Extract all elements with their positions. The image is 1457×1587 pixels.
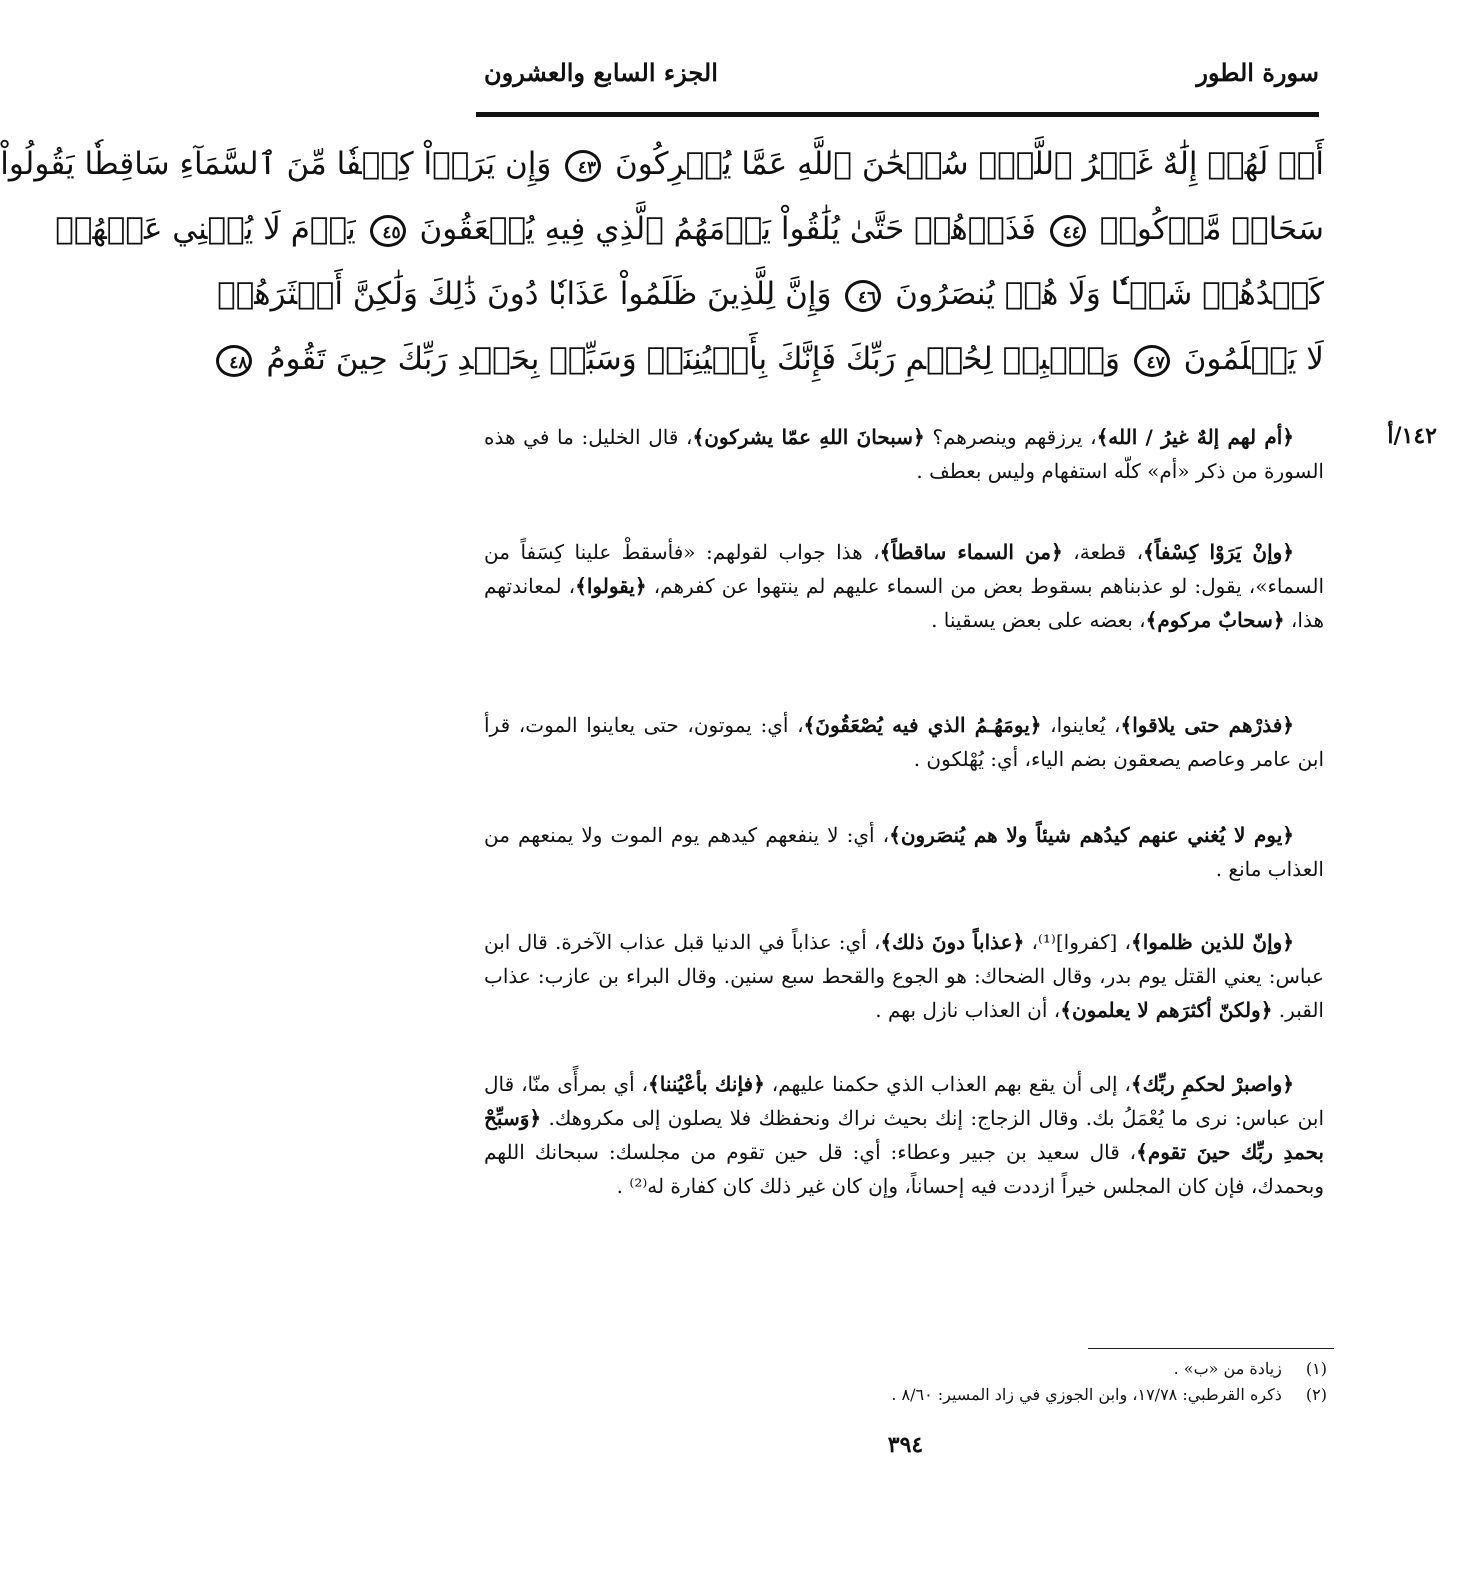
footnote-number: (١) — [1305, 1359, 1327, 1378]
quran-line — [55, 197, 1324, 262]
ayah-number-marker: ٤٨ — [216, 345, 252, 377]
commentary-text: ، لمعاندتهم هذا، — [484, 574, 1324, 632]
footnote-text: زيادة من «ب» . — [1173, 1359, 1282, 1378]
quran-line — [0, 132, 1324, 197]
commentary-text: ، هذا جواب لقولهم: «فأسقطْ علينا كِسَفاً من السماء»، يقول: لو عذبناهم بسقوط بعض من السماء عليهم لم ينتهوا عن كفرهم، — [484, 540, 1325, 598]
ayah-text: لَا يَعۡلَمُونَ — [1183, 341, 1324, 377]
footnote — [487, 1382, 1327, 1408]
quoted-verse: ﴿فذرْهم حتى يلاقوا﴾ — [1120, 713, 1294, 737]
commentary-text: ، أي: يموتون، حتى يعاينوا الموت، قرأ ابن عامر وعاصم يصعقون بضم الياء، أي: يُهْلكون . — [484, 713, 1324, 771]
quoted-verse: ﴿فإنك بأعْيُننا﴾ — [648, 1072, 765, 1096]
commentary-text: ، قال الخليل: ما في هذه السورة من ذكر «أم» كلّه استفهام وليس بعطف . — [484, 425, 1324, 483]
commentary-text: ، قال سعيد بن جبير وعطاء: أي: قل حين تقوم من مجلسك: سبحانك اللهم وبحمدك، فإن كان المجلس خيراً ازددت فيه إحساناً، وإن كان غير ذلك كان كفارة له⁽²⁾ . — [484, 1140, 1324, 1198]
quoted-verse: ﴿سحابٌ مركوم﴾ — [1145, 608, 1285, 632]
quoted-verse: ﴿عذاباً دونَ ذلك﴾ — [880, 930, 1025, 954]
ayah-text: أَمۡ لَهُمۡ إِلَٰهٌ غَيۡرُ ٱللَّهِۚ سُبۡحَٰنَ ٱللَّهِ عَمَّا يُشۡرِكُونَ — [615, 146, 1324, 182]
footnote-rule — [1088, 1348, 1334, 1349]
commentary-paragraph — [484, 708, 1324, 776]
quoted-verse: ﴿يقولوا﴾ — [575, 574, 647, 598]
quoted-verse: ﴿سبحانَ اللهِ عمّا يشركون﴾ — [692, 425, 925, 449]
quoted-verse: ﴿وإنّ للذين ظلموا﴾ — [1131, 930, 1295, 954]
header-rule — [476, 112, 1319, 117]
commentary-paragraph — [484, 535, 1324, 637]
manuscript-folio-note: ١٤٢/أ — [1387, 423, 1437, 449]
ayah-number-marker: ٤٣ — [565, 150, 601, 182]
commentary-text: ، أي: لا ينفعهم كيدهم يوم الموت ولا يمنعهم من العذاب مانع . — [484, 823, 1324, 881]
commentary-text: ، أي: عذاباً في الدنيا قبل عذاب الآخرة. قال ابن عباس: يعني القتل يوم بدر، وقال الضحاك: هو الجوع والقحط سبع سنين. وقال البراء بن عازب: عذاب القبر. — [484, 930, 1324, 1022]
footnote-number: (٢) — [1305, 1385, 1327, 1404]
commentary-paragraph — [484, 925, 1324, 1027]
running-header-juz: الجزء السابع والعشرون — [484, 58, 718, 87]
quoted-verse: ﴿أم لهم إلهٌ غيرُ / الله﴾ — [1096, 425, 1294, 449]
ayah-text: سَحَابٞ مَّرۡكُومٞ — [1099, 211, 1324, 247]
quoted-verse: ﴿يوم لا يُغني عنهم كيدُهم شيئاً ولا هم يُنصَرون﴾ — [889, 823, 1295, 847]
quoted-verse: ﴿من السماء ساقطاً﴾ — [879, 540, 1063, 564]
ayah-text: وَإِنَّ لِلَّذِينَ ظَلَمُواْ عَذَابٗا دُونَ ذَٰلِكَ وَلَٰكِنَّ أَكۡثَرَهُمۡ — [217, 276, 832, 312]
ayah-number-marker: ٤٦ — [845, 280, 881, 312]
page-number: ٣٩٤ — [887, 1432, 924, 1458]
quoted-verse: ﴿وإنْ يَرَوْا كِسْفاً﴾ — [1143, 540, 1295, 564]
ayah-text: يَوۡمَ لَا يُغۡنِي عَنۡهُمۡ — [55, 211, 356, 247]
commentary-paragraph — [484, 1067, 1324, 1203]
ayah-text: كَيۡدُهُمۡ شَيۡـٔٗا وَلَا هُمۡ يُنصَرُونَ — [895, 276, 1324, 312]
commentary-text: ، قطعة، — [1062, 540, 1144, 564]
footnote — [487, 1356, 1327, 1382]
ayah-number-marker: ٤٥ — [370, 215, 406, 247]
quran-line — [217, 262, 1324, 327]
commentary-paragraph — [484, 818, 1324, 886]
running-header-surah: سورة الطور — [1196, 58, 1319, 87]
quoted-verse: ﴿يومَهُـمُ الذي فيه يُصْعَقُونَ﴾ — [803, 713, 1042, 737]
footnote-text: ذكره القرطبي: ١٧/٧٨، وابن الجوزي في زاد المسير: ٨/٦٠ . — [891, 1385, 1282, 1404]
quran-text-block — [0, 132, 1324, 392]
ayah-number-marker: ٤٧ — [1134, 345, 1170, 377]
commentary-text: ، يُعاينوا، — [1041, 713, 1121, 737]
commentary-text: ، [كفروا]⁽¹⁾، — [1024, 930, 1132, 954]
ayah-text: فَذَرۡهُمۡ حَتَّىٰ يُلَٰقُواْ يَوۡمَهُمُ ٱلَّذِي فِيهِ يُصۡعَقُونَ — [419, 211, 1036, 247]
commentary-text: ، بعضه على بعض يسقينا . — [931, 608, 1146, 632]
quoted-verse: ﴿وَسبِّحْ بحمدِ ربِّك حينَ تقوم﴾ — [484, 1106, 1324, 1164]
commentary-text: ، يرزقهم وينصرهم؟ — [924, 425, 1097, 449]
commentary-paragraph — [484, 420, 1324, 488]
ayah-text: وَٱصۡبِرۡ لِحُكۡمِ رَبِّكَ فَإِنَّكَ بِأَعۡيُنِنَاۖ وَسَبِّحۡ بِحَمۡدِ رَبِّكَ حِينَ تَقُومُ — [266, 341, 1120, 377]
quoted-verse: ﴿ولكنّ أكثرَهم لا يعلمون﴾ — [1060, 998, 1273, 1022]
ayah-text: وَإِن يَرَوۡاْ كِسۡفٗا مِّنَ ٱلسَّمَآءِ سَاقِطٗا يَقُولُواْ — [0, 146, 552, 182]
quoted-verse: ﴿واصبرْ لحكمِ ربِّك﴾ — [1130, 1072, 1294, 1096]
commentary-text: ، إلى أن يقع بهم العذاب الذي حكمنا عليهم، — [764, 1072, 1131, 1096]
ayah-number-marker: ٤٤ — [1050, 215, 1086, 247]
quran-line — [229, 327, 1324, 392]
commentary-text: ، أي بمرأًى منّا، قال ابن عباس: نرى ما يُعْمَلُ بك. وقال الزجاج: إنك بحيث نراك ونحفظك فلا يصلون إلى مكروهك. — [484, 1072, 1324, 1130]
commentary-text: ، أن العذاب نازل بهم . — [875, 998, 1061, 1022]
